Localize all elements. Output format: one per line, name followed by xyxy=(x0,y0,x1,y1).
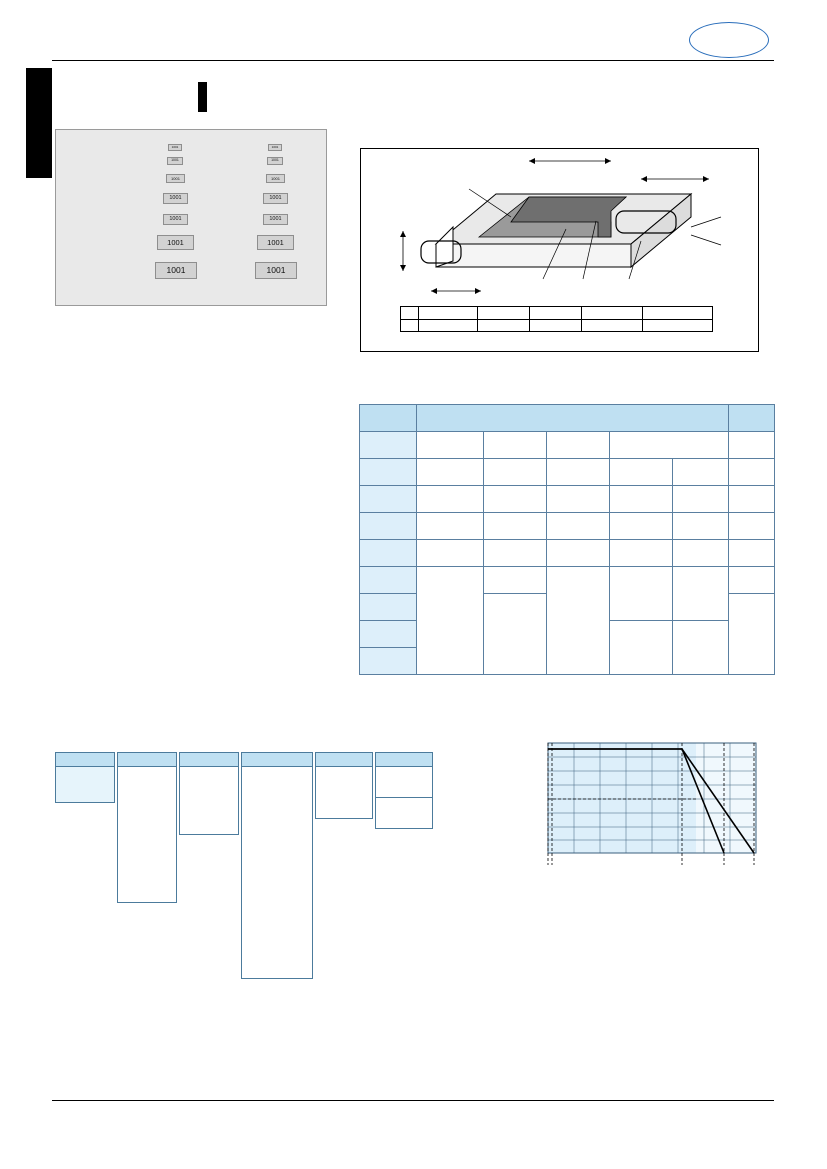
dim-cell xyxy=(401,307,419,320)
spec-cell xyxy=(547,540,610,567)
header-divider xyxy=(52,60,774,61)
flow-body-sub xyxy=(376,797,432,829)
spec-cell xyxy=(610,621,673,675)
dim-cell xyxy=(581,319,642,332)
flow-column-body xyxy=(315,767,373,819)
flow-column-header xyxy=(241,752,313,767)
spec-cell xyxy=(417,513,484,540)
marking-chip: 1001 xyxy=(267,157,283,165)
table-header-row xyxy=(360,405,775,432)
table-row xyxy=(401,307,713,320)
page-logo xyxy=(689,22,769,58)
spec-row-header xyxy=(360,486,417,513)
spec-cell xyxy=(484,486,547,513)
flow-column-header xyxy=(315,752,373,767)
table-row xyxy=(360,486,775,513)
flow-column-body xyxy=(117,767,177,903)
marking-chip: 1001 xyxy=(168,144,182,151)
spec-cell xyxy=(417,567,484,675)
spec-cell xyxy=(729,567,775,594)
dim-cell xyxy=(529,307,581,320)
marking-panel xyxy=(55,129,327,306)
process-flow-chart xyxy=(55,752,465,982)
spec-cell xyxy=(547,486,610,513)
flow-column-body xyxy=(375,767,433,829)
spec-header-cell xyxy=(417,405,729,432)
flow-column xyxy=(315,752,373,819)
marking-chip: 1001 xyxy=(163,193,188,204)
derating-graph-svg xyxy=(538,737,768,867)
spec-cell xyxy=(610,567,673,621)
side-tab-marker xyxy=(26,68,52,178)
derating-graph xyxy=(538,737,768,867)
flow-column-body xyxy=(179,767,239,835)
spec-cell xyxy=(673,567,729,621)
flow-column xyxy=(55,752,115,803)
spec-cell xyxy=(610,459,673,486)
section-title-bar xyxy=(198,82,207,112)
dim-cell xyxy=(642,307,712,320)
spec-cell xyxy=(673,513,729,540)
spec-cell xyxy=(484,594,547,675)
dim-cell xyxy=(529,319,581,332)
spec-cell xyxy=(673,459,729,486)
flow-column xyxy=(375,752,433,829)
spec-cell xyxy=(484,513,547,540)
spec-cell xyxy=(547,513,610,540)
spec-cell xyxy=(729,594,775,675)
dimension-drawing-panel xyxy=(360,148,759,352)
spec-cell xyxy=(417,540,484,567)
specification-table xyxy=(359,404,775,675)
spec-row-header xyxy=(360,513,417,540)
flow-column-body xyxy=(241,767,313,979)
table-row xyxy=(360,567,775,594)
dim-cell xyxy=(642,319,712,332)
flow-column xyxy=(117,752,177,903)
marking-chip: 1001 xyxy=(263,193,288,204)
spec-cell xyxy=(673,486,729,513)
table-row xyxy=(360,432,775,459)
marking-chip: 1001 xyxy=(157,235,194,250)
spec-cell xyxy=(484,540,547,567)
spec-cell xyxy=(729,459,775,486)
spec-cell xyxy=(673,621,729,675)
spec-row-header xyxy=(360,540,417,567)
dim-cell xyxy=(477,307,529,320)
spec-cell xyxy=(729,513,775,540)
spec-row-header xyxy=(360,621,417,648)
spec-cell xyxy=(547,432,610,459)
dim-cell xyxy=(401,319,419,332)
marking-chip: 1001 xyxy=(167,157,183,165)
flow-column-body xyxy=(55,767,115,803)
marking-chip: 1001 xyxy=(166,174,185,183)
table-row xyxy=(401,319,713,332)
spec-cell xyxy=(610,432,729,459)
marking-chip: 1001 xyxy=(255,262,297,279)
spec-row-header xyxy=(360,432,417,459)
flow-column-header xyxy=(375,752,433,767)
spec-row-header xyxy=(360,567,417,594)
table-row xyxy=(360,459,775,486)
spec-header-cell xyxy=(729,405,775,432)
spec-cell xyxy=(729,432,775,459)
spec-row-header xyxy=(360,648,417,675)
spec-cell xyxy=(417,459,484,486)
spec-cell xyxy=(547,567,610,675)
spec-cell xyxy=(673,540,729,567)
spec-header-cell xyxy=(360,405,417,432)
flow-column-header xyxy=(179,752,239,767)
spec-cell xyxy=(484,567,547,594)
spec-cell xyxy=(729,486,775,513)
spec-cell xyxy=(547,459,610,486)
flow-column xyxy=(179,752,239,835)
marking-chip: 1001 xyxy=(155,262,197,279)
table-row xyxy=(360,513,775,540)
marking-chip: 1001 xyxy=(257,235,294,250)
flow-body-top xyxy=(376,767,432,797)
marking-chip: 1001 xyxy=(268,144,282,151)
dim-cell xyxy=(477,319,529,332)
dimension-value-table xyxy=(400,306,713,332)
spec-cell xyxy=(729,540,775,567)
dim-cell xyxy=(418,319,477,332)
spec-cell xyxy=(417,432,484,459)
marking-chip: 1001 xyxy=(266,174,285,183)
dim-cell xyxy=(418,307,477,320)
marking-chip: 1001 xyxy=(263,214,288,225)
spec-row-header xyxy=(360,459,417,486)
table-row xyxy=(360,540,775,567)
spec-cell xyxy=(610,486,673,513)
dim-cell xyxy=(581,307,642,320)
spec-row-header xyxy=(360,594,417,621)
spec-cell xyxy=(417,486,484,513)
footer-divider xyxy=(52,1100,774,1101)
flow-column xyxy=(241,752,313,979)
spec-cell xyxy=(610,540,673,567)
flow-column-header xyxy=(117,752,177,767)
marking-chip: 1001 xyxy=(163,214,188,225)
spec-cell xyxy=(610,513,673,540)
spec-cell xyxy=(484,459,547,486)
flow-column-header xyxy=(55,752,115,767)
spec-cell xyxy=(484,432,547,459)
